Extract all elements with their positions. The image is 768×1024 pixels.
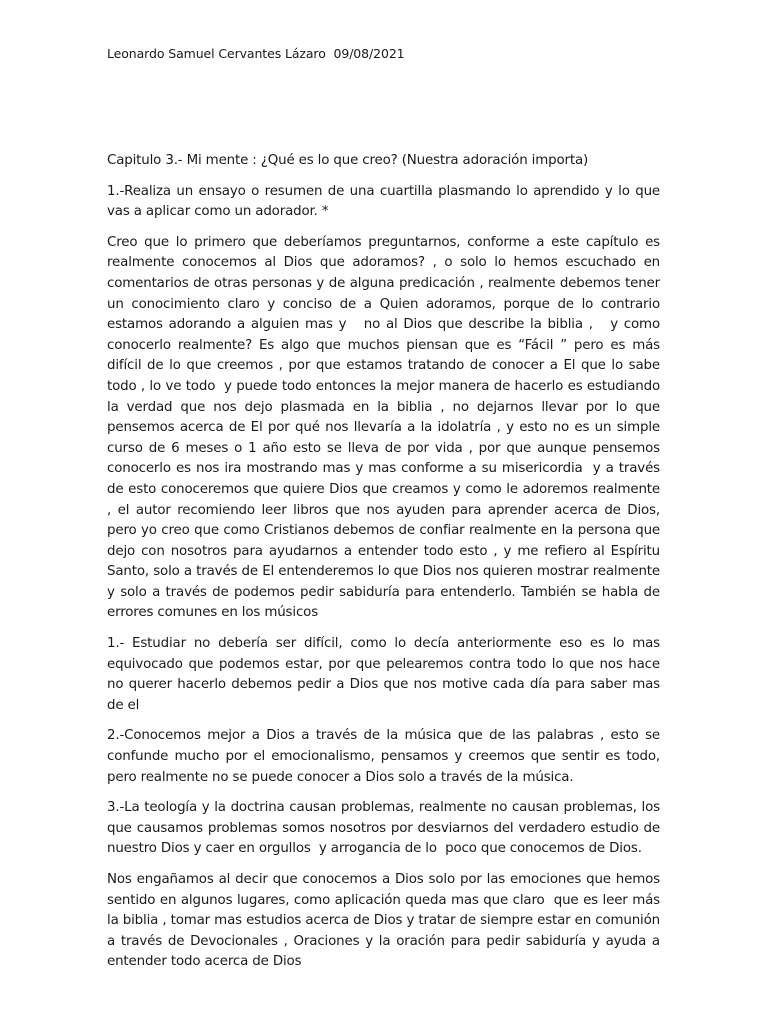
paragraph-essay: Creo que lo primero que deberíamos preguntarnos, conforme a este capítulo es realmente conocemos al Dios que adoramos? , o solo lo hemos escuchado en comentarios de otras personas y de alguna predicación , realmente debemos tener un conocimiento claro y conciso de a Quien adoramos, porque de lo contrario estamos adorando a alguien mas y no al Dios que describe la biblia , y como conocerlo realmente? Es algo que muchos piensan que es “Fácil ” pero es más difícil de lo que creemos , por que estamos tratando de conocer a El que lo sabe todo , lo ve todo y puede todo entonces la mejor manera de hacerlo es estudiando la verdad que nos dejo plasmada en la biblia , no dejarnos llevar por lo que pensemos acerca de El por qué nos llevaría a la idolatría , y esto no es un simple curso de 6 meses o 1 año esto se lleva de por vida , por que aunque pensemos conocerlo es nos ira mostrando mas y mas conforme a su misericordia y a través de esto conoceremos que quiere Dios que creamos y como le adoremos realmente , el autor recomiendo leer libros que nos ayuden para aprender acerca de Dios, pero yo creo que como Cristianos debemos de confiar realmente en la persona que dejo con nosotros para ayudarnos a entender todo esto , y me refiero al Espíritu Santo, solo a través de El entenderemos lo que Dios nos quieren mostrar realmente y solo a través de podemos pedir sabiduría para entenderlo. También se habla de errores comunes en los músicos [107, 234, 665, 621]
paragraph-point-3: 3.-La teología y la doctrina causan problemas, realmente no causan problemas, los que causamos problemas somos nosotros por desviarnos del verdadero estudio de nuestro Dios y caer en orgullos y arrogancia de lo poco que conocemos de Dios. [107, 800, 665, 857]
paragraph-point-2: 2.-Conocemos mejor a Dios a través de la música que de las palabras , esto se confunde mucho por el emocionalismo, pensamos y creemos que sentir es todo, pero realmente no se puede conocer a Dios solo a través de la música. [107, 728, 665, 785]
paragraph-assignment: 1.-Realiza un ensayo o resumen de una cuartilla plasmando lo aprendido y lo que vas a aplicar como un adorador. * [107, 183, 665, 220]
chapter-title: Capitulo 3.- Mi mente : ¿Qué es lo que creo? (Nuestra adoración importa) [107, 153, 589, 168]
paragraph-conclusion: Nos engañamos al decir que conocemos a Dios solo por las emociones que hemos sentido en algunos lugares, como aplicación queda mas que claro que es leer más la biblia , tomar mas estudios acerca de Dios y tratar de siempre estar en comunión a través de Devocionales , Oraciones y la oración para pedir sabiduría y ayuda a entender todo acerca de Dios [107, 872, 665, 970]
paragraph-point-1: 1.- Estudiar no debería ser difícil, como lo decía anteriormente eso es lo mas equivocado que podemos estar, por que pelearemos contra todo lo que nos hace no querer hacerlo debemos pedir a Dios que nos motive cada día para saber mas de el [107, 636, 665, 713]
author-date-header: Leonardo Samuel Cervantes Lázaro 09/08/2021 [107, 46, 405, 61]
document-body [107, 151, 665, 983]
